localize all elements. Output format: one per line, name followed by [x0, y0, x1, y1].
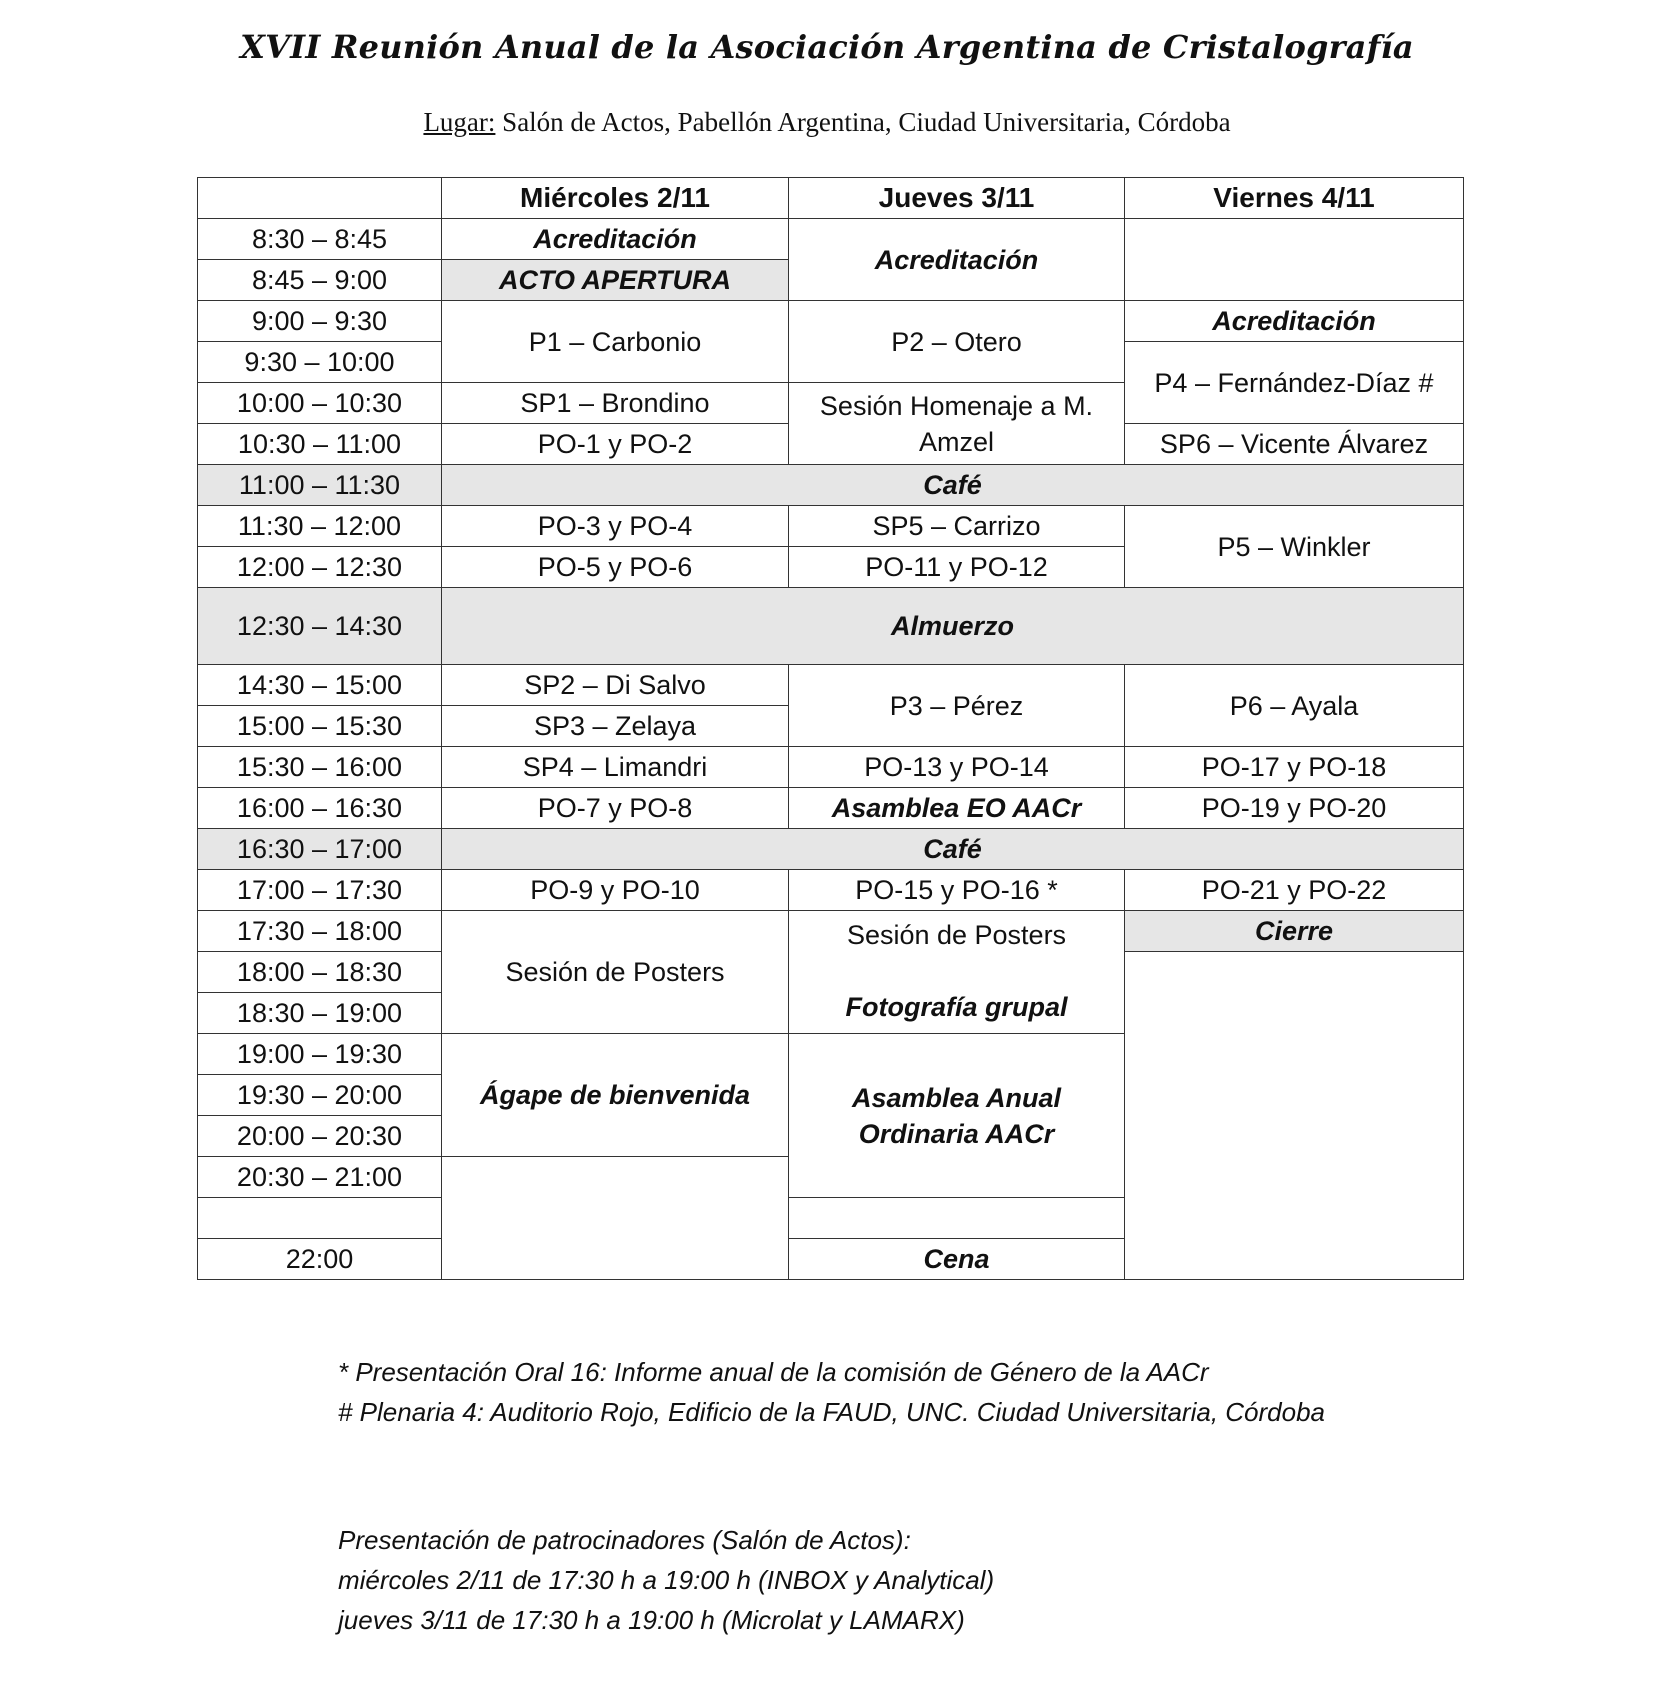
wed-posters: Sesión de Posters — [442, 911, 789, 1034]
footnote-plenaria-4: # Plenaria 4: Auditorio Rojo, Edificio de la FAUD, UNC. Ciudad Universitaria, Córdoba — [338, 1397, 1325, 1427]
wed-p1: P1 – Carbonio — [442, 301, 789, 383]
time-cell: 19:00 – 19:30 — [198, 1034, 442, 1075]
time-cell: 14:30 – 15:00 — [198, 665, 442, 706]
table-row — [198, 870, 1464, 911]
wed-sp1: SP1 – Brondino — [442, 383, 789, 424]
time-cell: 18:30 – 19:00 — [198, 993, 442, 1034]
table-row — [198, 829, 1464, 870]
fri-acreditacion: Acreditación — [1125, 301, 1464, 342]
time-cell: 10:00 – 10:30 — [198, 383, 442, 424]
fri-p5: P5 – Winkler — [1125, 506, 1464, 588]
footnotes — [338, 1352, 1325, 1432]
fri-p4: P4 – Fernández-Díaz # — [1125, 342, 1464, 424]
header-thursday: Jueves 3/11 — [789, 178, 1125, 219]
header-row — [198, 178, 1464, 219]
time-cell: 16:00 – 16:30 — [198, 788, 442, 829]
thu-posters: Sesión de Posters — [846, 920, 1067, 950]
location-value: Salón de Actos, Pabellón Argentina, Ciudad Universitaria, Córdoba — [495, 107, 1231, 137]
time-cell: 15:00 – 15:30 — [198, 706, 442, 747]
time-cell: 15:30 – 16:00 — [198, 747, 442, 788]
wed-empty-block — [442, 1157, 789, 1280]
thu-homenaje-line2: Amzel — [918, 426, 994, 457]
time-cell: 8:30 – 8:45 — [198, 219, 442, 260]
schedule-table — [197, 177, 1464, 1280]
time-cell: 8:45 – 9:00 — [198, 260, 442, 301]
thu-po15: PO-15 y PO-16 * — [789, 870, 1125, 911]
wed-po1: PO-1 y PO-2 — [442, 424, 789, 465]
document-title: XVII Reunión Anual de la Asociación Argentina de Cristalografía — [240, 28, 1414, 66]
thu-p3: P3 – Pérez — [789, 665, 1125, 747]
wed-agape: Ágape de bienvenida — [442, 1034, 789, 1157]
time-cell: 17:30 – 18:00 — [198, 911, 442, 952]
wed-sp2: SP2 – Di Salvo — [442, 665, 789, 706]
wed-po7: PO-7 y PO-8 — [442, 788, 789, 829]
thu-homenaje-line1: Sesión Homenaje a M. — [819, 390, 1094, 421]
fri-cierre: Cierre — [1125, 911, 1464, 952]
footnote-oral-16: * Presentación Oral 16: Informe anual de la comisión de Género de la AACr — [338, 1357, 1209, 1387]
fri-empty-cell — [1125, 219, 1464, 301]
table-row — [198, 588, 1464, 665]
table-row — [198, 788, 1464, 829]
location-label: Lugar: — [423, 107, 496, 137]
sponsors-section — [338, 1520, 994, 1640]
thu-asamblea-eo: Asamblea EO AACr — [789, 788, 1125, 829]
time-cell: 17:00 – 17:30 — [198, 870, 442, 911]
thu-homenaje — [789, 383, 1125, 465]
time-cell: 11:00 – 11:30 — [198, 465, 442, 506]
thu-sp5: SP5 – Carrizo — [789, 506, 1125, 547]
fri-po17: PO-17 y PO-18 — [1125, 747, 1464, 788]
time-cell: 11:30 – 12:00 — [198, 506, 442, 547]
time-cell: 12:30 – 14:30 — [198, 588, 442, 665]
time-cell: 12:00 – 12:30 — [198, 547, 442, 588]
thu-asamblea-anual-line2: Ordinaria AACr — [858, 1118, 1055, 1149]
time-cell-empty — [198, 1198, 442, 1239]
cafe-afternoon: Café — [442, 829, 1464, 870]
fri-sp6: SP6 – Vicente Álvarez — [1125, 424, 1464, 465]
time-cell: 20:30 – 21:00 — [198, 1157, 442, 1198]
wed-po5: PO-5 y PO-6 — [442, 547, 789, 588]
time-cell: 16:30 – 17:00 — [198, 829, 442, 870]
time-cell: 20:00 – 20:30 — [198, 1116, 442, 1157]
thu-fotografia: Fotografía grupal — [845, 992, 1068, 1022]
table-row — [198, 665, 1464, 706]
wed-po9: PO-9 y PO-10 — [442, 870, 789, 911]
fri-empty-block — [1125, 952, 1464, 1280]
sponsors-wednesday: miércoles 2/11 de 17:30 h a 19:00 h (INBOX y Analytical) — [338, 1565, 995, 1595]
fri-p6: P6 – Ayala — [1125, 665, 1464, 747]
fri-po21: PO-21 y PO-22 — [1125, 870, 1464, 911]
wed-sp4: SP4 – Limandri — [442, 747, 789, 788]
wed-sp3: SP3 – Zelaya — [442, 706, 789, 747]
table-row — [198, 911, 1464, 952]
location-line — [0, 107, 1654, 138]
wed-acto-apertura: ACTO APERTURA — [442, 260, 789, 301]
thu-acreditacion: Acreditación — [789, 219, 1125, 301]
sponsors-heading: Presentación de patrocinadores (Salón de Actos): — [338, 1525, 911, 1555]
table-row — [198, 747, 1464, 788]
header-friday: Viernes 4/11 — [1125, 178, 1464, 219]
time-cell: 19:30 – 20:00 — [198, 1075, 442, 1116]
cafe-morning: Café — [442, 465, 1464, 506]
table-row — [198, 506, 1464, 547]
header-wednesday: Miércoles 2/11 — [442, 178, 789, 219]
header-empty-cell — [198, 178, 442, 219]
thu-asamblea-anual — [789, 1034, 1125, 1198]
thu-empty-cell — [789, 1198, 1125, 1239]
wed-po3: PO-3 y PO-4 — [442, 506, 789, 547]
thu-posters-foto — [789, 911, 1125, 1034]
fri-po19: PO-19 y PO-20 — [1125, 788, 1464, 829]
time-cell: 9:00 – 9:30 — [198, 301, 442, 342]
table-row — [198, 301, 1464, 342]
thu-asamblea-anual-line1: Asamblea Anual — [851, 1082, 1062, 1113]
table-row — [198, 219, 1464, 260]
wed-acreditacion: Acreditación — [442, 219, 789, 260]
thu-p2: P2 – Otero — [789, 301, 1125, 383]
time-cell: 9:30 – 10:00 — [198, 342, 442, 383]
almuerzo: Almuerzo — [442, 588, 1464, 665]
time-cell: 10:30 – 11:00 — [198, 424, 442, 465]
thu-cena: Cena — [789, 1239, 1125, 1280]
thu-po13: PO-13 y PO-14 — [789, 747, 1125, 788]
sponsors-thursday: jueves 3/11 de 17:30 h a 19:00 h (Microlat y LAMARX) — [338, 1605, 965, 1635]
time-cell: 22:00 — [198, 1239, 442, 1280]
thu-po11: PO-11 y PO-12 — [789, 547, 1125, 588]
time-cell: 18:00 – 18:30 — [198, 952, 442, 993]
table-row — [198, 465, 1464, 506]
